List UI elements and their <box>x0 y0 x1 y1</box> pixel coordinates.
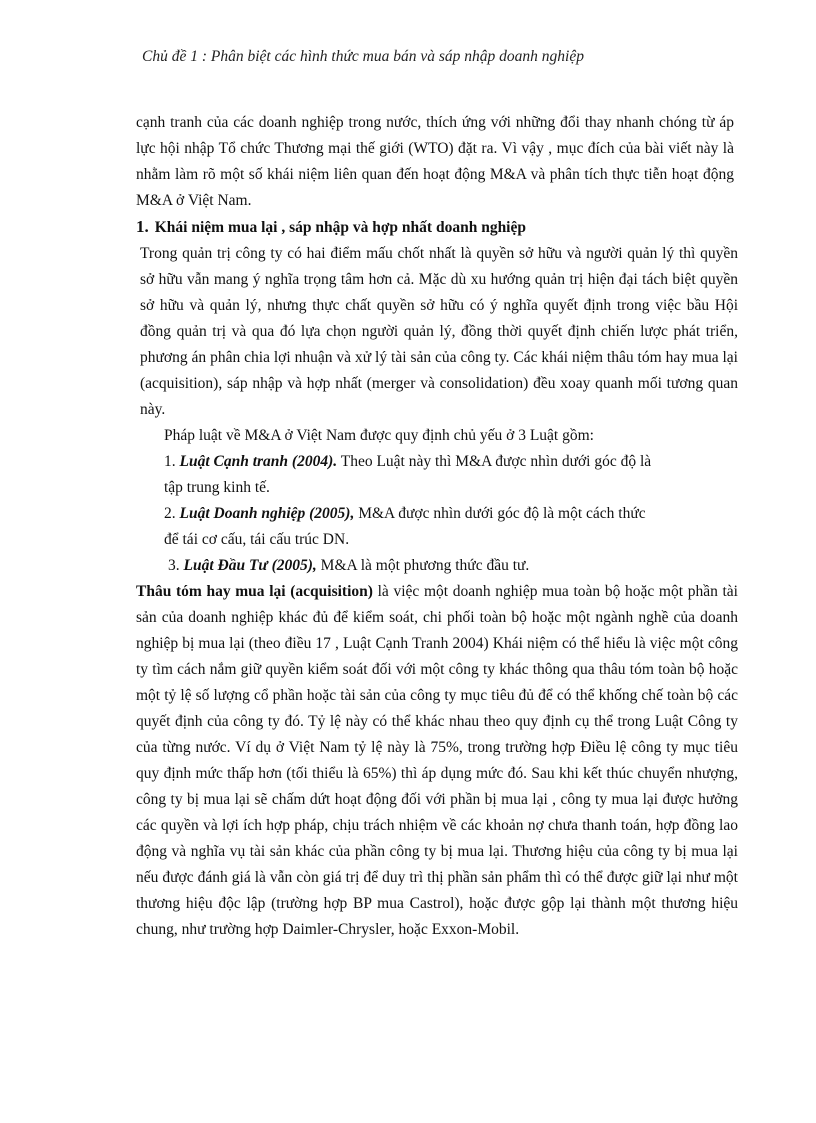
law-desc-cont: tập trung kinh tế. <box>164 479 270 496</box>
law-number: 1. <box>164 453 176 470</box>
acquisition-term: Thâu tóm hay mua lại (acquisition) <box>136 583 373 600</box>
law-desc: M&A là một phương thức đầu tư. <box>316 557 530 574</box>
ownership-paragraph: Trong quản trị công ty có hai điểm mấu chốt nhất là quyền sở hữu và người quản lý thì quyền sở hữu vẫn mang ý nghĩa trọng tâm hơn cả. Mặc dù xu hướng quản trị hiện đại tách biệt quyền sở hữu và quản lý, nhưng thực chất quyền sở hữu có ý nghĩa quyết định trong việc bầu Hội đồng quản trị và qua đó lựa chọn người quản lý, đồng thời quyết định chiến lược phát triển, phương án phân chia lợi nhuận và xử lý tài sản của công ty. Các khái niệm thâu tóm hay mua lại (acquisition), sáp nhập và hợp nhất (merger và consolidation) đều xoay quanh mối tương quan này. <box>140 245 738 418</box>
section-number: 1. <box>136 217 149 236</box>
law-number: 2. <box>164 505 176 522</box>
law-number: 3. <box>168 557 180 574</box>
acquisition-text: là việc một doanh nghiệp mua toàn bộ hoặc một phần tài sản của doanh nghiệp khác đủ để kiểm soát, chi phối toàn bộ hoặc một ngành nghề của doanh nghiệp bị mua lại (theo điều 17 , Luật Cạnh Tranh 2004) Khái niệm có thể hiểu là việc một công ty tìm cách nắm giữ quyền kiểm soát đối với một công ty khác thông qua thâu tóm toàn bộ hoặc một tỷ lệ số lượng cổ phần hoặc tài sản của công ty mục tiêu đủ để có thể khống chế toàn bộ các quyết định của công ty đó. Tỷ lệ này có thể khác nhau theo quy định cụ thể trong Luật Công ty của từng nước. Ví dụ ở Việt Nam tỷ lệ này là 75%, trong trường hợp Điều lệ công ty mục tiêu quy định mức thấp hơn (tối thiểu là 65%) thì áp dụng mức đó. Sau khi kết thúc chuyển nhượng, công ty bị mua lại sẽ chấm dứt hoạt động đối với phần bị mua lại , công ty mua lại được hưởng các quyền và lợi ích hợp pháp, chịu trách nhiệm về các khoản nợ chưa thanh toán, hợp đồng lao động và nghĩa vụ tài sản khác của phần công ty bị mua lại. Thương hiệu của công ty bị mua lại nếu được đánh giá là vẫn còn giá trị để duy trì thị phần sản phẩm thì có thể được giữ lại như một thương hiệu độc lập (trường hợp BP mua Castrol), hoặc được gộp lại thành một thương hiệu chung, như trường hợp Daimler-Chrysler, hoặc Exxon-Mobil. <box>136 583 738 938</box>
law-item-1 <box>136 449 738 501</box>
law-desc: Theo Luật này thì M&A được nhìn dưới góc độ là <box>337 453 652 470</box>
law-item-3 <box>136 553 738 579</box>
section-1-heading <box>136 214 738 241</box>
law-title: Luật Đầu Tư (2005), <box>183 557 317 574</box>
intro-paragraph: cạnh tranh của các doanh nghiệp trong nước, thích ứng với những đổi thay nhanh chóng từ áp lực hội nhập Tổ chức Thương mại thế giới (WTO) đặt ra. Vì vậy , mục đích của bài viết này là nhằm làm rõ một số khái niệm liên quan đến hoạt động M&A và phân tích thực tiễn hoạt động M&A ở Việt Nam. <box>136 114 734 209</box>
law-desc: M&A được nhìn dưới góc độ là một cách thức <box>354 505 646 522</box>
law-title: Luật Cạnh tranh (2004). <box>179 453 338 470</box>
page-header: Chủ đề 1 : Phân biệt các hình thức mua bán và sáp nhập doanh nghiệp <box>142 48 584 65</box>
laws-intro: Pháp luật về M&A ở Việt Nam được quy định chủ yếu ở 3 Luật gồm: <box>164 427 594 444</box>
law-desc-cont: để tái cơ cấu, tái cấu trúc DN. <box>164 531 350 548</box>
section-title: Khái niệm mua lại , sáp nhập và hợp nhất doanh nghiệp <box>154 219 526 236</box>
law-item-2 <box>136 501 738 553</box>
acquisition-paragraph <box>136 579 738 943</box>
law-title: Luật Doanh nghiệp (2005), <box>179 505 355 522</box>
document-body <box>136 110 738 943</box>
